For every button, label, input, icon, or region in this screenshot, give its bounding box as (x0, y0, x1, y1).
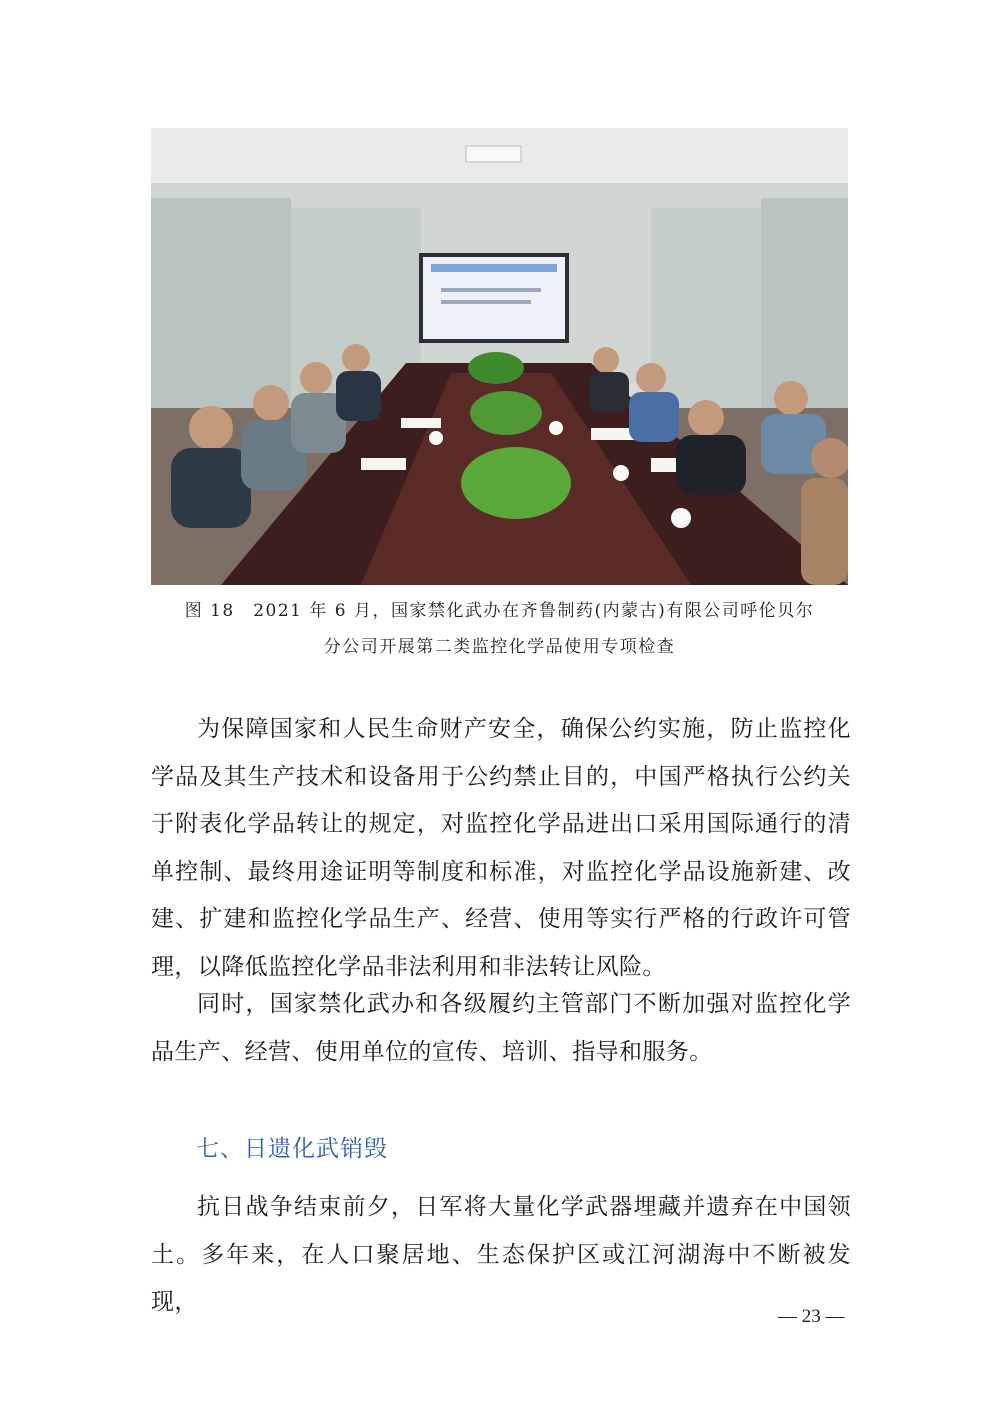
meeting-photo (151, 128, 848, 585)
section-heading: 七、日遗化武销毁 (196, 1136, 388, 1162)
page-number: — 23 — (778, 1306, 845, 1327)
paragraph-1: 为保障国家和人民生命财产安全，确保公约实施，防止监控化学品及其生产技术和设备用于公约禁止目的，中国严格执行公约关于附表化学品转让的规定，对监控化学品进出口采用国际通行的清单控制、最终用途证明等制度和标准，对监控化学品设施新建、改建、扩建和监控化学品生产、经营、使用等实行严格的行政许可管理，以降低监控化学品非法利用和非法转让风险。 (151, 716, 851, 980)
figure-caption-line1: 图 18 2021 年 6 月，国家禁化武办在齐鲁制药(内蒙古)有限公司呼伦贝尔 (184, 601, 815, 621)
paragraph-2: 同时，国家禁化武办和各级履约主管部门不断加强对监控化学品生产、经营、使用单位的宣传、培训、指导和服务。 (151, 991, 851, 1065)
figure-caption-line2: 分公司开展第二类监控化学品使用专项检查 (323, 637, 676, 657)
paragraph-3: 抗日战争结束前夕，日军将大量化学武器埋藏并遗弃在中国领土。多年来，在人口聚居地、生态保护区或江河湖海中不断被发现， (151, 1194, 851, 1315)
